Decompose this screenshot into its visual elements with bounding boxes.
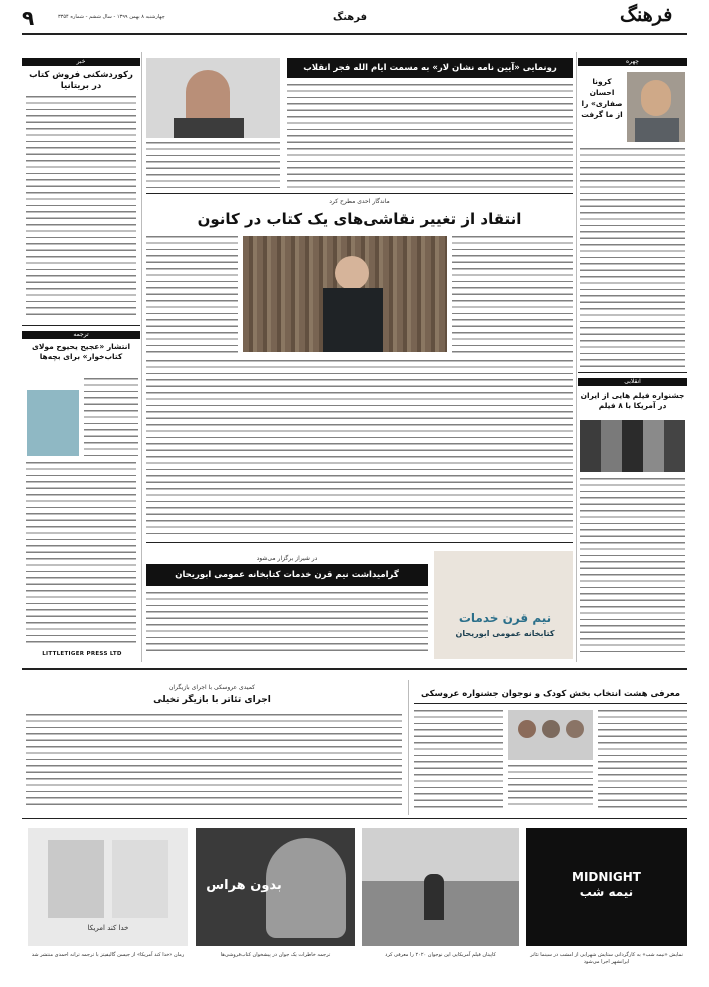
main-story-kicker: ماندگار احدی مطرح کرد bbox=[329, 198, 390, 205]
review-section-label: ترجمه bbox=[22, 331, 140, 339]
left-section-label: خبر bbox=[22, 58, 140, 66]
book-publisher: LITTLETIGER PRESS LTD bbox=[42, 651, 122, 657]
official-portrait-photo bbox=[146, 58, 280, 138]
right-section-label: چهره bbox=[578, 58, 687, 66]
section-name: فرهنگ bbox=[332, 12, 368, 23]
music-title-rule bbox=[414, 703, 687, 704]
cinema-body-text bbox=[580, 478, 685, 653]
music-headline: معرفی هشت انتخاب بخش کودک و نوجوان جشنواره عروسکی bbox=[421, 689, 680, 699]
left-body-text bbox=[26, 96, 136, 318]
book-cover-title: بدون هراس bbox=[206, 878, 282, 893]
right-body-text bbox=[580, 148, 685, 368]
main-story-headline: انتقاد از تغییر نقاشی‌های یک کتاب در کانون bbox=[197, 210, 522, 228]
bottom-caption-film: کاپیتان فیلم آمریکایی این نوجوان ۲۰۲۰ را معرفی کرد bbox=[385, 952, 496, 958]
poster-title: نیم قرن خدمات bbox=[458, 611, 552, 625]
top-middle-body bbox=[287, 84, 573, 188]
bottom-caption-novel: رمان «خدا کند آمریکا» از جیسن گالیفیتز با ترجمه ترانه احمدی منتشر شد bbox=[31, 952, 185, 958]
top-middle-rule bbox=[146, 193, 573, 194]
cinema-headline: جشنواره فیلم هایی از ایران در آمریکا با ۸ فیلم bbox=[580, 391, 685, 410]
top-middle-headline: رونمایی «آیین نامه نشان لار» به مسمت ایام الله فجر انقلاب bbox=[287, 58, 573, 78]
main-story-body-left bbox=[146, 236, 238, 354]
novel-cover-title: خدا کند امریکا bbox=[87, 924, 129, 932]
header-rule bbox=[22, 33, 687, 35]
right-col-rule bbox=[576, 52, 577, 662]
left-divider bbox=[22, 325, 140, 326]
safari-portrait-photo bbox=[627, 72, 685, 142]
bottom-articles-rule bbox=[408, 680, 409, 815]
bottom-image-midnight bbox=[526, 828, 687, 946]
top-middle-body-left bbox=[146, 142, 280, 190]
right-headline: کرونا احسان صفاری» را از ما گرفت bbox=[581, 77, 623, 119]
theater-kicker: کمیدی عروسکی با اجرای بازیگران bbox=[168, 684, 256, 691]
bottom-image-film bbox=[362, 828, 519, 946]
main-story-rule bbox=[146, 542, 573, 543]
theater-headline: اجرای تئاتر با بازیگر تخیلی bbox=[153, 695, 271, 705]
bottom-image-book bbox=[196, 828, 355, 946]
main-story-body-right bbox=[452, 236, 573, 354]
date-line: چهارشنبه ۸ بهمن ۱۳۹۹ - سال ششم - شماره ۳۳۵۴ bbox=[58, 14, 165, 20]
cinema-section-label: انقلابی bbox=[578, 378, 687, 386]
book-cover-image bbox=[27, 390, 79, 456]
theater-body-text bbox=[26, 714, 402, 810]
review-body-text bbox=[26, 462, 136, 647]
masthead-logo: فرهنگ bbox=[620, 4, 673, 26]
music-photo bbox=[508, 710, 593, 760]
music-body-left bbox=[414, 710, 503, 810]
painter-photo bbox=[243, 236, 447, 352]
right-divider bbox=[578, 372, 687, 373]
library-poster bbox=[434, 551, 573, 659]
library-kicker: در شیراز برگزار می‌شود bbox=[256, 555, 318, 562]
music-body-right bbox=[598, 710, 687, 810]
bottom-caption-book: ترجمه خاطرات یک جوان در پیشخوان کتاب‌فروشی‌ها bbox=[220, 952, 331, 958]
middle-section-rule bbox=[22, 668, 687, 670]
left-col-rule bbox=[141, 52, 142, 662]
library-headline: گرامیداشت نیم قرن خدمات کتابخانه عمومی ابوریحان bbox=[146, 564, 428, 586]
left-headline: رکوردشکنی فروش کتاب در بریتانیا bbox=[29, 70, 133, 91]
midnight-cover-title: MIDNIGHT نیمه شب bbox=[572, 870, 641, 899]
film-posters-collage bbox=[580, 420, 685, 472]
review-headline: انتشار «عجیح یحیوح مولای کتاب‌خوار» برای بچه‌ها bbox=[31, 342, 131, 361]
bottom-caption-midnight: نمایش «نیمه شب» به کارگردانی ستایش شهرابی از امشب در سینما تئاتر ایرانشهر اجرا می‌شود bbox=[530, 952, 683, 965]
library-body-text bbox=[146, 592, 428, 656]
main-story-body-lower bbox=[146, 360, 573, 536]
poster-subtitle: کتابخانه عمومی ابوریحان bbox=[455, 629, 555, 638]
music-body-lower bbox=[508, 765, 593, 810]
review-side-text bbox=[84, 378, 138, 458]
bottom-articles-bottom-rule bbox=[22, 818, 687, 819]
bottom-image-novel bbox=[28, 828, 188, 946]
page-number: ۹ bbox=[22, 6, 35, 30]
